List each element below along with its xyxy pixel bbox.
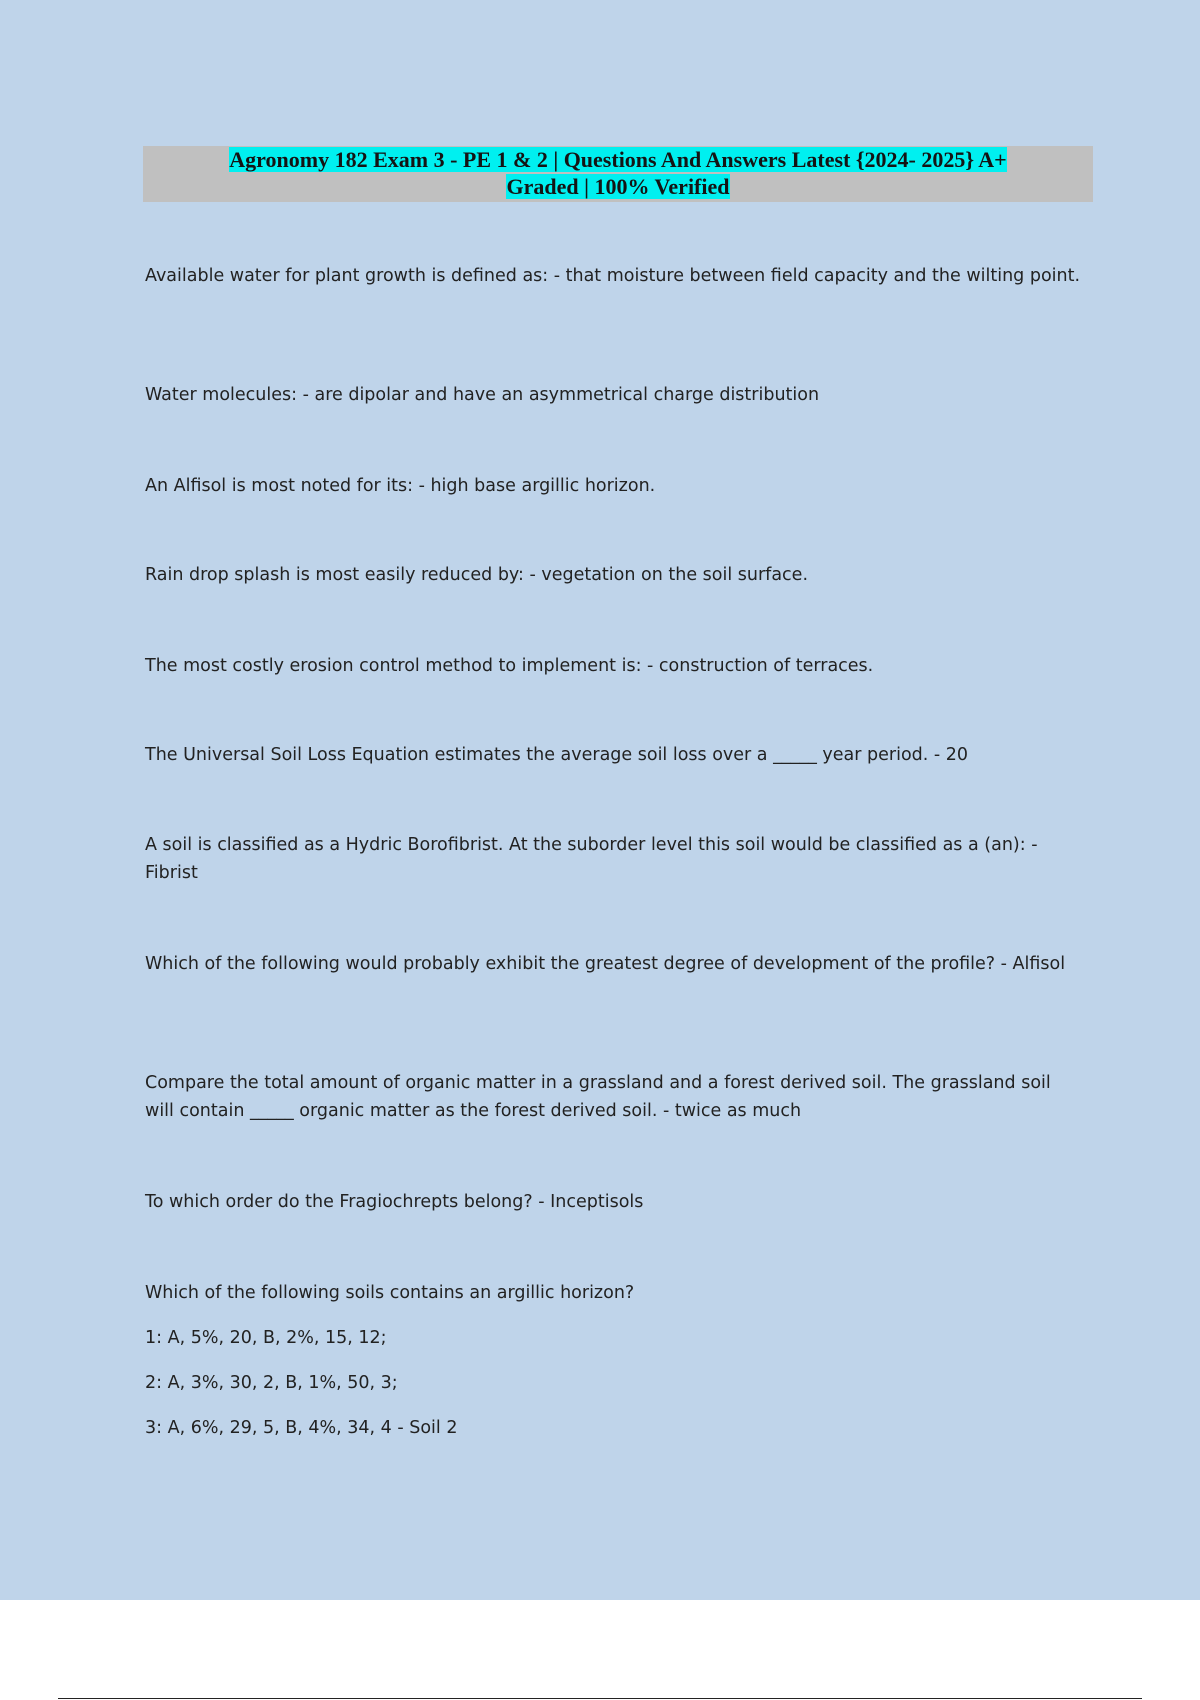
footer-divider bbox=[58, 1698, 1142, 1699]
qa-item: Which of the following would probably exhibit the greatest degree of development of the profile? - Alfisol bbox=[145, 954, 1066, 974]
qa-item: The most costly erosion control method to implement is: - construction of terraces. bbox=[145, 656, 874, 676]
qa-item: Compare the total amount of organic matter in a grassland and a forest derived soil. The grassland soil will contain _____ organic matter as the forest derived soil. - twice as much bbox=[145, 1073, 1051, 1121]
soil-option-3: 3: A, 6%, 29, 5, B, 4%, 34, 4 - Soil 2 bbox=[145, 1418, 458, 1438]
document-title bbox=[143, 146, 1093, 202]
qa-item: The Universal Soil Loss Equation estimates the average soil loss over a _____ year period. - 20 bbox=[145, 745, 969, 765]
soil-option-1: 1: A, 5%, 20, B, 2%, 15, 12; bbox=[145, 1328, 387, 1348]
qa-item: A soil is classified as a Hydric Borofibrist. At the suborder level this soil would be classified as a (an): - Fibrist bbox=[145, 835, 1038, 883]
qa-item: An Alfisol is most noted for its: - high base argillic horizon. bbox=[145, 476, 656, 496]
qa-item: Rain drop splash is most easily reduced by: - vegetation on the soil surface. bbox=[145, 565, 809, 585]
qa-question: Which of the following soils contains an argillic horizon? bbox=[145, 1283, 635, 1303]
soil-option-2: 2: A, 3%, 30, 2, B, 1%, 50, 3; bbox=[145, 1373, 398, 1393]
title-line-1: Agronomy 182 Exam 3 - PE 1 & 2 | Questions And Answers Latest {2024- 2025} A+ bbox=[229, 147, 1007, 172]
qa-item: Available water for plant growth is defined as: - that moisture between field capacity and the wilting point. bbox=[145, 266, 1081, 286]
qa-item: To which order do the Fragiochrepts belong? - Inceptisols bbox=[145, 1192, 644, 1212]
title-line-2: Graded | 100% Verified bbox=[506, 174, 730, 199]
qa-item: Water molecules: - are dipolar and have an asymmetrical charge distribution bbox=[145, 385, 820, 405]
